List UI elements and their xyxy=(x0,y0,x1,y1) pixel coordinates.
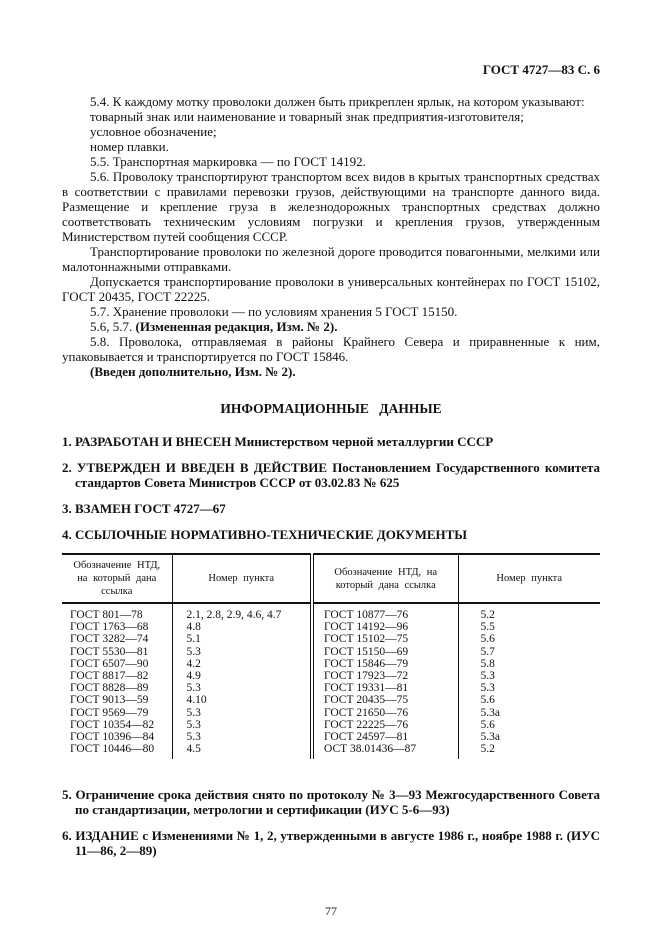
ntd-ref: ГОСТ 10446—80 xyxy=(70,743,155,756)
table-row xyxy=(62,743,600,759)
clause-number: 4.9 xyxy=(172,670,312,682)
ntd-ref: ГОСТ 10354—82 xyxy=(70,718,155,731)
amendment-5-8-bold-note: (Введен дополнительно, Изм. № 2). xyxy=(90,364,296,379)
ntd-ref: ГОСТ 801—78 xyxy=(70,609,143,621)
clause-5-6 xyxy=(62,169,600,244)
ntd-ref: ГОСТ 1763—68 xyxy=(70,621,149,634)
ntd-ref: ГОСТ 9013—59 xyxy=(70,694,149,707)
table-row xyxy=(62,731,600,743)
table-header-row xyxy=(62,554,600,603)
clause-5-8 xyxy=(62,334,600,364)
ntd-ref: ГОСТ 15846—79 xyxy=(312,658,458,670)
table-row xyxy=(62,707,600,719)
clause-5-6-para-2-text: Транспортирование проволоки по железной дороге проводится повагонными, мелкими или малотоннажными отправками. xyxy=(62,244,600,274)
ntd-ref: ГОСТ 20435—75 xyxy=(312,694,458,706)
info-items-after-table xyxy=(62,787,600,858)
ntd-ref: ГОСТ 24597—81 xyxy=(312,731,458,743)
clause-5-8-text: 5.8. Проволока, отправляемая в районы Крайнего Севера и приравненные к ним, упаковывается и транспортируется по ГОСТ 15846. xyxy=(62,334,600,364)
amendment-5-6-5-7-bold-note: (Измененная редакция, Изм. № 2). xyxy=(135,319,338,334)
clause-number: 5.5 xyxy=(458,621,600,633)
info-data-title: ИНФОРМАЦИОННЫЕ ДАННЫЕ xyxy=(220,401,442,416)
clause-5-4-item-1 xyxy=(62,109,600,124)
clause-5-4-item-1-text: товарный знак или наименование и товарный знак предприятия-изготовителя; xyxy=(90,109,524,124)
ntd-ref: ГОСТ 8817—82 xyxy=(70,670,149,683)
amendment-5-8 xyxy=(62,364,600,379)
clause-number: 4.5 xyxy=(172,743,312,759)
ntd-ref: ГОСТ 19331—81 xyxy=(312,682,458,694)
clause-5-4-item-2-text: условное обозначение; xyxy=(90,124,217,139)
ntd-ref: ГОСТ 6507—90 xyxy=(70,657,149,670)
info-item-1: 1. РАЗРАБОТАН И ВНЕСЕН Министерством черной металлургии СССР xyxy=(62,434,494,449)
clause-5-7-text: 5.7. Хранение проволоки — по условиям хранения 5 ГОСТ 15150. xyxy=(90,304,458,319)
ntd-ref: ГОСТ 10396—84 xyxy=(70,731,155,744)
clause-5-6-para-3 xyxy=(62,274,600,304)
amendment-5-6-5-7 xyxy=(62,319,600,334)
clause-number: 5.7 xyxy=(458,646,600,658)
table-row xyxy=(62,633,600,645)
table-row xyxy=(62,621,600,633)
info-item-5: 5. Ограничение срока действия снято по протоколу № 3—93 Межгосударственного Совета по стандартизации, метрологии и сертификации (ИУС 5-6—93) xyxy=(62,787,600,818)
clause-number: 4.8 xyxy=(172,621,312,633)
page-number: 77 xyxy=(325,904,337,919)
ntd-ref: ГОСТ 8828—89 xyxy=(70,682,149,695)
table-row xyxy=(62,719,600,731)
clause-5-5 xyxy=(62,154,600,169)
ntd-ref: ГОСТ 22225—76 xyxy=(312,719,458,731)
gost-header: ГОСТ 4727—83 С. 6 xyxy=(482,62,600,77)
clause-number: 5.2 xyxy=(458,603,600,621)
table-row xyxy=(62,658,600,670)
table-row xyxy=(62,682,600,694)
clause-5-7 xyxy=(62,304,600,319)
amendment-5-6-5-7-text: 5.6, 5.7. xyxy=(90,319,136,334)
clause-number: 5.3 xyxy=(172,682,312,694)
clause-5-4-text: 5.4. К каждому мотку проволоки должен быть прикреплен ярлык, на котором указывают: xyxy=(90,94,585,109)
clause-5-6-para-2 xyxy=(62,244,600,274)
clause-number: 5.3 xyxy=(172,731,312,743)
info-item-4: 4. ССЫЛОЧНЫЕ НОРМАТИВНО-ТЕХНИЧЕСКИЕ ДОКУМЕНТЫ xyxy=(62,527,468,542)
clause-5-4-item-3-text: номер плавки. xyxy=(90,139,169,154)
body-paragraphs xyxy=(62,94,600,379)
clause-number: 4.10 xyxy=(172,694,312,706)
clause-5-6-text: 5.6. Проволоку транспортируют транспортом всех видов в крытых транспортных средствах в соответствии с правилами перевозки грузов, действующими на транспорте данного вида. Размещение и крепление груза в железнодорожных транспортных средствах должно соответствовать техническим условиям погрузки и крепления грузов, утвержденным Министерством путей сообщения СССР. xyxy=(62,169,600,244)
info-item-6: 6. ИЗДАНИЕ с Изменениями № 1, 2, утвержденными в августе 1986 г., ноябре 1988 г. (ИУС 11—86, 2—89) xyxy=(62,828,600,859)
clause-number: 5.1 xyxy=(172,633,312,645)
ntd-ref: ГОСТ 17923—72 xyxy=(312,670,458,682)
clause-number: 5.3 xyxy=(458,682,600,694)
clause-number: 5.3 xyxy=(172,707,312,719)
column-header-ntd-left: Обозначение НТД, на который дана ссылка xyxy=(62,554,172,603)
ntd-ref: ГОСТ 15150—69 xyxy=(312,646,458,658)
reference-table xyxy=(62,553,600,759)
ntd-ref: ГОСТ 14192—96 xyxy=(312,621,458,633)
clause-number: 5.2 xyxy=(458,743,600,759)
clause-number: 5.3 xyxy=(458,670,600,682)
column-header-clause-right: Номер пункта xyxy=(458,554,600,603)
ntd-ref: ГОСТ 3282—74 xyxy=(70,633,149,646)
clause-number: 4.2 xyxy=(172,658,312,670)
ntd-ref: ОСТ 38.01436—87 xyxy=(312,743,458,759)
table-row xyxy=(62,603,600,621)
table-row xyxy=(62,694,600,706)
clause-number: 5.6 xyxy=(458,719,600,731)
info-item-2: 2. УТВЕРЖДЕН И ВВЕДЕН В ДЕЙСТВИЕ Постановлением Государственного комитета стандартов Совета Министров СССР от 03.02.83 № 625 xyxy=(62,460,600,490)
clause-5-4 xyxy=(62,94,600,109)
clause-number: 5.6 xyxy=(458,633,600,645)
table-row xyxy=(62,670,600,682)
column-header-ntd-right: Обозначение НТД, на который дана ссылка xyxy=(312,554,458,603)
clause-number: 5.3а xyxy=(458,707,600,719)
ntd-ref: ГОСТ 10877—76 xyxy=(312,603,458,621)
ntd-ref: ГОСТ 15102—75 xyxy=(312,633,458,645)
clause-5-4-item-3 xyxy=(62,139,600,154)
reference-table-body xyxy=(62,603,600,759)
clause-number: 5.3а xyxy=(458,731,600,743)
clause-number: 5.3 xyxy=(172,719,312,731)
info-item-3: 3. ВЗАМЕН ГОСТ 4727—67 xyxy=(62,501,226,516)
clause-5-4-item-2 xyxy=(62,124,600,139)
ntd-ref: ГОСТ 9569—79 xyxy=(70,706,149,719)
ntd-ref: ГОСТ 21650—76 xyxy=(312,707,458,719)
ntd-ref: ГОСТ 5530—81 xyxy=(70,645,149,658)
clause-5-5-text: 5.5. Транспортная маркировка — по ГОСТ 14192. xyxy=(90,154,366,169)
column-header-clause-left: Номер пункта xyxy=(172,554,312,603)
clause-5-6-para-3-text: Допускается транспортирование проволоки в универсальных контейнерах по ГОСТ 15102, ГОСТ 20435, ГОСТ 22225. xyxy=(62,274,600,304)
clause-number: 2.1, 2.8, 2.9, 4.6, 4.7 xyxy=(172,603,312,621)
clause-number: 5.6 xyxy=(458,694,600,706)
clause-number: 5.3 xyxy=(172,646,312,658)
clause-number: 5.8 xyxy=(458,658,600,670)
table-row xyxy=(62,646,600,658)
info-items-before-table xyxy=(62,434,600,542)
